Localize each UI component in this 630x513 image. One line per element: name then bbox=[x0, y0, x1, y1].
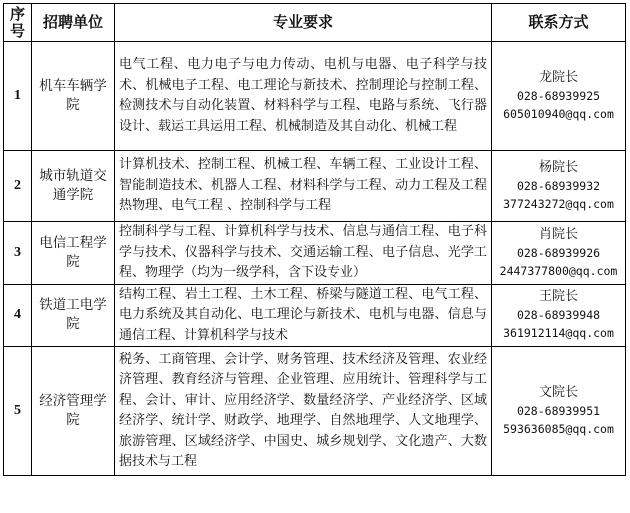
contact-cell bbox=[492, 347, 626, 476]
contact-person: 文院长 bbox=[538, 385, 578, 400]
contact-email[interactable]: 593636085@qq.com bbox=[503, 422, 614, 436]
contact-person: 王院长 bbox=[538, 289, 578, 305]
recruiting-unit: 机车车辆学院 bbox=[32, 42, 115, 151]
header-num: 序号 bbox=[4, 4, 32, 42]
major-requirements: 税务、工商管理、会计学、财务管理、技术经济及管理、农业经济管理、教育经济与管理、企业管理、应用统计、管理科学与工程、会计、审计、应用经济学、数量经济学、产业经济学、区域经济学、统计学、财政学、地理学、自然地理学、人文地理学、旅游管理、区域经济学、中国史、城乡规划学、文化遗产、大数据技术与工程 bbox=[115, 347, 492, 476]
contact-cell bbox=[492, 284, 626, 347]
header-row bbox=[4, 4, 626, 42]
row-number: 3 bbox=[4, 222, 32, 285]
table-header bbox=[4, 4, 626, 42]
contact-cell bbox=[492, 42, 626, 151]
contact-person: 肖院长 bbox=[538, 226, 578, 242]
contact-phone[interactable]: 028-68939926 bbox=[516, 245, 601, 260]
major-requirements: 电气工程、电力电子与电力传动、电机与电器、电子科学与技术、机械电子工程、电工理论与新技术、控制理论与控制工程、检测技术与自动化装置、材料科学与工程、电路与系统、飞行器设计、载运工具运用工程、机械制造及其自动化、机械工程 bbox=[115, 42, 492, 151]
contact-phone[interactable]: 028-68939932 bbox=[516, 179, 601, 193]
major-requirements: 结构工程、岩土工程、土木工程、桥梁与隧道工程、电气工程、电力系统及其自动化、电工理论与新技术、电机与电器、信息与通信工程、计算机科学与技术 bbox=[115, 284, 492, 347]
contact-cell bbox=[492, 151, 626, 222]
row-number: 4 bbox=[4, 284, 32, 347]
table-row bbox=[4, 347, 626, 476]
major-requirements: 控制科学与工程、计算机科学与技术、信息与通信工程、电子科学与技术、仪器科学与技术、交通运输工程、电子信息、光学工程、物理学（均为一级学科，含下设专业） bbox=[115, 222, 492, 285]
contact-email[interactable]: 361912114@qq.com bbox=[503, 326, 614, 341]
table-row bbox=[4, 42, 626, 151]
contact-phone[interactable]: 028-68939925 bbox=[516, 89, 601, 103]
header-major: 专业要求 bbox=[115, 4, 492, 42]
row-number: 5 bbox=[4, 347, 32, 476]
contact-phone[interactable]: 028-68939948 bbox=[516, 308, 601, 323]
table-row bbox=[4, 284, 626, 347]
header-contact: 联系方式 bbox=[492, 4, 626, 42]
row-number: 2 bbox=[4, 151, 32, 222]
contact-cell bbox=[492, 222, 626, 285]
row-number: 1 bbox=[4, 42, 32, 151]
table-row bbox=[4, 151, 626, 222]
recruitment-table-container bbox=[3, 3, 626, 476]
recruitment-table bbox=[3, 3, 626, 476]
major-requirements: 计算机技术、控制工程、机械工程、车辆工程、工业设计工程、智能制造技术、机器人工程、材料科学与工程、动力工程及工程热物理、电气工程 、控制科学与工程 bbox=[115, 151, 492, 222]
recruiting-unit: 电信工程学院 bbox=[32, 222, 115, 285]
contact-email[interactable]: 2447377800@qq.com bbox=[499, 263, 618, 278]
contact-person: 杨院长 bbox=[538, 160, 578, 175]
contact-email[interactable]: 605010940@qq.com bbox=[503, 107, 614, 121]
contact-phone[interactable]: 028-68939951 bbox=[516, 404, 601, 418]
header-unit: 招聘单位 bbox=[32, 4, 115, 42]
recruiting-unit: 城市轨道交通学院 bbox=[32, 151, 115, 222]
contact-person: 龙院长 bbox=[538, 70, 578, 85]
table-row bbox=[4, 222, 626, 285]
recruiting-unit: 铁道工电学院 bbox=[32, 284, 115, 347]
contact-email[interactable]: 377243272@qq.com bbox=[503, 197, 614, 211]
recruiting-unit: 经济管理学院 bbox=[32, 347, 115, 476]
table-body bbox=[4, 42, 626, 476]
